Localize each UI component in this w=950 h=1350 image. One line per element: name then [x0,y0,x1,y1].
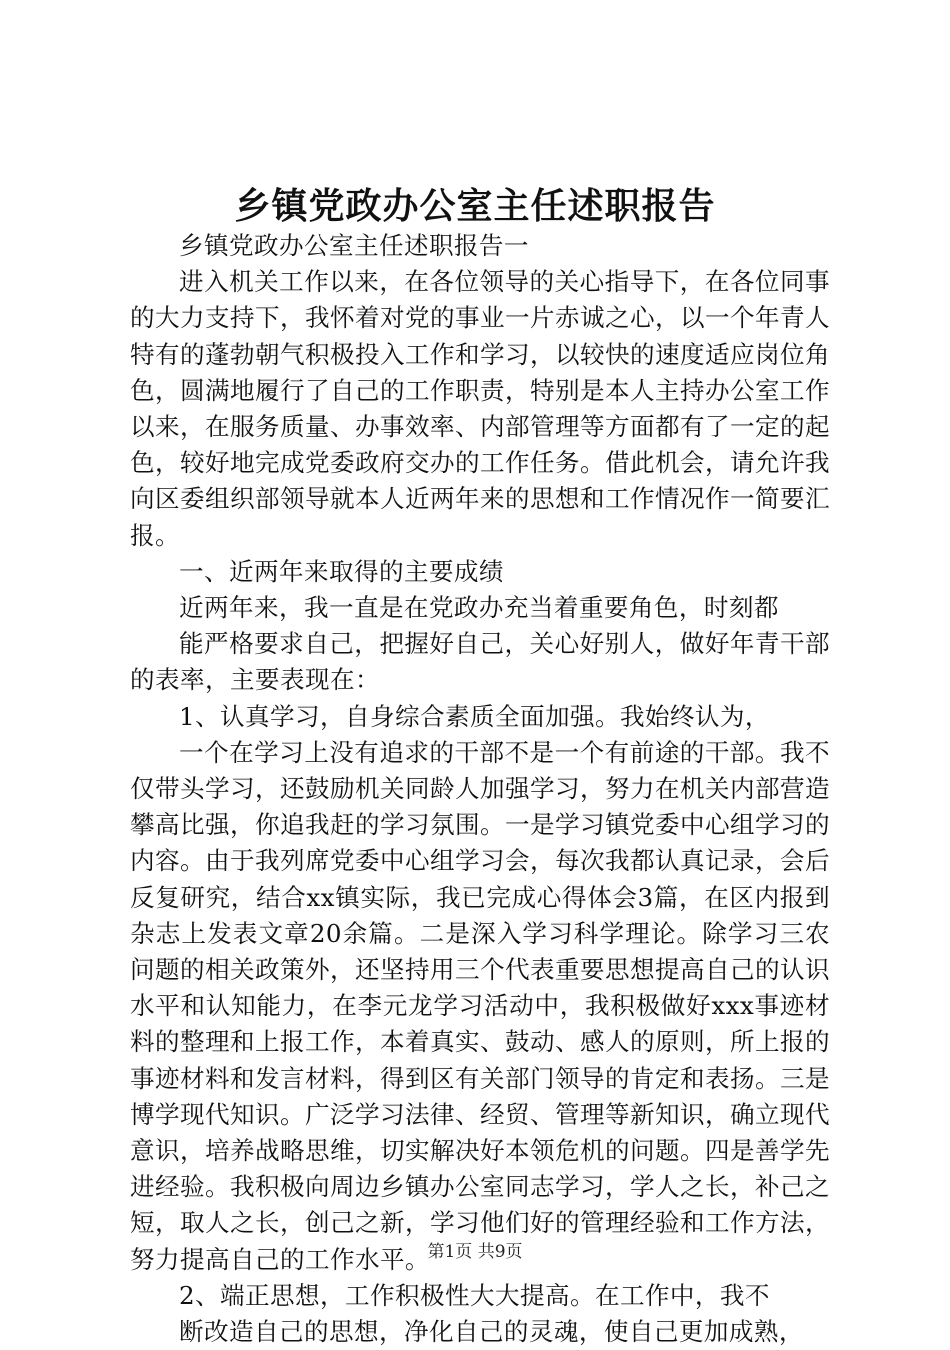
page-number-footer: 第1页 共9页 [427,1242,523,1262]
paragraph-item-1-body: 一个在学习上没有追求的干部不是一个有前途的干部。我不仅带头学习，还鼓励机关同龄人加强学习，努力在机关内部营造攀高比强，你追我赶的学习氛围。一是学习镇党委中心组学习的内容。由于我列席党委中心组学习会，每次我都认真记录，会后反复研究，结合xx镇实际，我已完成心得体会3篇，在区内报到杂志上发表文章20余篇。二是深入学习科学理论。除学习三农问题的相关政策外，还坚持用三个代表重要思想提高自己的认识水平和认知能力，在李元龙学习活动中，我积极做好xxx事迹材料的整理和上报工作，本着真实、鼓动、感人的原则，所上报的事迹材料和发言材料，得到区有关部门领导的肯定和表扬。三是博学现代知识。广泛学习法律、经贸、管理等新知识，确立现代意识，培养战略思维，切实解决好本领危机的问题。四是善学先进经验。我积极向周边乡镇办公室同志学习，学人之长，补己之短，取人之长，创己之新，学习他们好的管理经验和工作方法，努力提高自己的工作水平。 [130,737,830,1274]
paragraph-subtitle: 乡镇党政办公室主任述职报告一 [179,231,529,260]
paragraph-item-1-lead: 1、认真学习，自身综合素质全面加强。我始终认为， [179,701,770,731]
paragraph-item-2-lead: 2、端正思想，工作积极性大大提高。在工作中，我不 [179,1280,770,1310]
document-body [130,228,830,1350]
document-title: 乡镇党政办公室主任述职报告 [234,185,716,227]
paragraph-item-2-body: 断改造自己的思想，净化自己的灵魂，使自己更加成熟， [179,1317,804,1347]
paragraph-section-lead: 近两年来，我一直是在党政办充当着重要角色，时刻都 [179,593,779,623]
paragraph-intro: 进入机关工作以来，在各位领导的关心指导下，在各位同事的大力支持下，我怀着对党的事业一片赤诚之心，以一个年青人特有的蓬勃朝气积极投入工作和学习，以较快的速度适应岗位角色，圆满地履行了自己的工作职责，特别是本人主持办公室工作以来，在服务质量、办事效率、内部管理等方面都有了一定的起色，较好地完成党委政府交办的工作任务。借此机会，请允许我向区委组织部领导就本人近两年来的思想和工作情况作一简要汇报。 [130,267,830,550]
paragraph-section-continuation: 能严格要求自己，把握好自己，关心好别人，做好年青干部的表率，主要表现在： [130,629,830,695]
paragraph-section-heading: 一、近两年来取得的主要成绩 [179,556,504,586]
